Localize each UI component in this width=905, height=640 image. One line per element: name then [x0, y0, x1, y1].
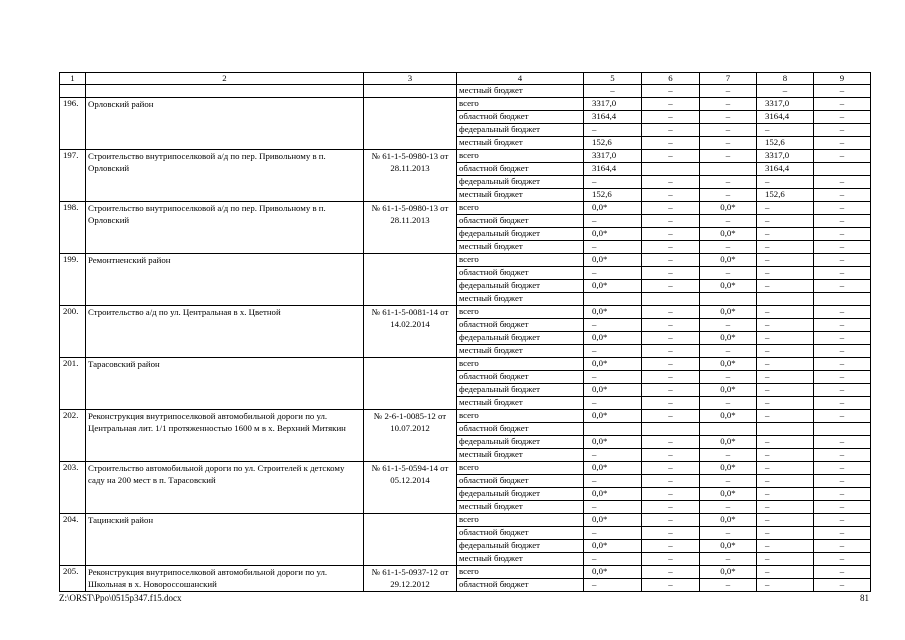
funding-source: областной бюджет [457, 475, 584, 488]
amount-cell: – [642, 319, 700, 332]
amount-cell: – [814, 215, 871, 228]
amount-cell: – [757, 254, 814, 267]
amount-cell: – [584, 124, 642, 137]
amount-cell: – [757, 501, 814, 514]
amount-cell: 0,0* [700, 540, 757, 553]
header-cell: 6 [642, 73, 700, 85]
amount-cell: – [700, 449, 757, 462]
object-name: Реконструкция внутрипоселковой автомобильной дороги по ул. Школьная в х. Новороссошанский [86, 566, 364, 592]
funding-source: областной бюджет [457, 371, 584, 384]
amount-cell: 0,0* [584, 384, 642, 397]
amount-cell: – [700, 319, 757, 332]
amount-cell: – [700, 475, 757, 488]
amount-cell [814, 423, 871, 436]
amount-cell [700, 293, 757, 306]
table-row [60, 462, 871, 475]
header-cell: 4 [457, 73, 584, 85]
funding-source: областной бюджет [457, 267, 584, 280]
table-row [60, 410, 871, 423]
amount-cell: – [700, 111, 757, 124]
amount-cell: 152,6 [584, 137, 642, 150]
amount-cell: – [642, 501, 700, 514]
amount-cell [642, 423, 700, 436]
amount-cell: – [814, 488, 871, 501]
funding-source: федеральный бюджет [457, 280, 584, 293]
amount-cell: – [700, 98, 757, 111]
header-cell: 2 [86, 73, 364, 85]
amount-cell: – [757, 449, 814, 462]
document-number: № 2-6-1-0085-12 от 10.07.2012 [364, 410, 457, 462]
amount-cell: – [642, 267, 700, 280]
header-cell: 8 [757, 73, 814, 85]
amount-cell: – [642, 384, 700, 397]
amount-cell [642, 163, 700, 176]
amount-cell: – [642, 514, 700, 527]
footer-page-number: 81 [860, 593, 869, 603]
funding-source: местный бюджет [457, 85, 584, 98]
amount-cell: – [814, 202, 871, 215]
amount-cell: – [757, 488, 814, 501]
amount-cell: 0,0* [584, 488, 642, 501]
amount-cell: – [757, 579, 814, 592]
amount-cell: – [757, 475, 814, 488]
object-name: Тарасовский район [86, 358, 364, 410]
funding-source: всего [457, 150, 584, 163]
amount-cell: 0,0* [700, 254, 757, 267]
amount-cell [584, 293, 642, 306]
row-number: 205. [60, 566, 86, 592]
document-number: № 61-1-5-0594-14 от 05.12.2014 [364, 462, 457, 514]
amount-cell: 0,0* [584, 358, 642, 371]
amount-cell: 0,0* [700, 514, 757, 527]
amount-cell: – [814, 358, 871, 371]
amount-cell: – [757, 436, 814, 449]
document-number [364, 514, 457, 566]
amount-cell: – [757, 397, 814, 410]
amount-cell: – [700, 215, 757, 228]
amount-cell: – [814, 449, 871, 462]
amount-cell: – [642, 306, 700, 319]
amount-cell: – [757, 124, 814, 137]
amount-cell: – [757, 332, 814, 345]
header-cell: 7 [700, 73, 757, 85]
row-number: 200. [60, 306, 86, 358]
amount-cell: – [700, 579, 757, 592]
funding-source: областной бюджет [457, 319, 584, 332]
amount-cell: 0,0* [584, 436, 642, 449]
amount-cell: – [757, 215, 814, 228]
amount-cell: – [584, 241, 642, 254]
budget-table [59, 72, 871, 592]
amount-cell: 0,0* [584, 540, 642, 553]
funding-source: всего [457, 462, 584, 475]
row-number: 197. [60, 150, 86, 202]
amount-cell [700, 163, 757, 176]
header-row [60, 73, 871, 85]
funding-source: федеральный бюджет [457, 488, 584, 501]
object-name: Строительство внутрипоселковой а/д по пер. Привольному в п. Орловский [86, 202, 364, 254]
amount-cell: – [757, 410, 814, 423]
amount-cell: – [814, 527, 871, 540]
amount-cell: – [700, 501, 757, 514]
amount-cell: – [642, 124, 700, 137]
amount-cell: 0,0* [584, 254, 642, 267]
document-number: № 61-1-5-0937-12 от 29.12.2012 [364, 566, 457, 592]
amount-cell: – [814, 397, 871, 410]
amount-cell: – [814, 280, 871, 293]
amount-cell: 0,0* [700, 202, 757, 215]
amount-cell: – [584, 345, 642, 358]
amount-cell: 3317,0 [757, 98, 814, 111]
amount-cell [700, 423, 757, 436]
document-number [364, 254, 457, 306]
amount-cell: – [642, 449, 700, 462]
amount-cell: – [757, 371, 814, 384]
amount-cell: – [814, 540, 871, 553]
amount-cell: – [814, 176, 871, 189]
object-name: Орловский район [86, 98, 364, 150]
amount-cell: 0,0* [584, 202, 642, 215]
amount-cell: – [584, 267, 642, 280]
funding-source: всего [457, 514, 584, 527]
amount-cell: – [814, 475, 871, 488]
table-row [60, 254, 871, 267]
amount-cell: – [700, 137, 757, 150]
amount-cell: – [642, 202, 700, 215]
amount-cell: – [700, 85, 757, 98]
amount-cell: – [814, 553, 871, 566]
document-number: № 61-1-5-0980-13 от 28.11.2013 [364, 202, 457, 254]
table-row [60, 306, 871, 319]
amount-cell: – [757, 267, 814, 280]
funding-source: местный бюджет [457, 293, 584, 306]
amount-cell: – [814, 410, 871, 423]
amount-cell: – [757, 527, 814, 540]
funding-source: областной бюджет [457, 111, 584, 124]
funding-source: федеральный бюджет [457, 384, 584, 397]
amount-cell: – [642, 397, 700, 410]
amount-cell: – [700, 176, 757, 189]
object-name: Тацинский район [86, 514, 364, 566]
amount-cell: – [642, 189, 700, 202]
amount-cell: 0,0* [700, 410, 757, 423]
amount-cell: – [814, 579, 871, 592]
amount-cell: – [584, 553, 642, 566]
amount-cell: – [814, 241, 871, 254]
table-row [60, 150, 871, 163]
amount-cell: – [814, 111, 871, 124]
amount-cell: 3164,4 [757, 111, 814, 124]
amount-cell: – [642, 488, 700, 501]
amount-cell: – [757, 384, 814, 397]
amount-cell: 3164,4 [757, 163, 814, 176]
amount-cell: – [584, 176, 642, 189]
funding-source: местный бюджет [457, 345, 584, 358]
row-number: 203. [60, 462, 86, 514]
amount-cell: – [814, 137, 871, 150]
amount-cell: – [814, 254, 871, 267]
amount-cell: – [814, 384, 871, 397]
amount-cell: – [757, 345, 814, 358]
amount-cell: – [757, 540, 814, 553]
amount-cell: – [642, 540, 700, 553]
amount-cell: – [642, 98, 700, 111]
amount-cell: – [814, 124, 871, 137]
funding-source: всего [457, 98, 584, 111]
amount-cell: 0,0* [700, 228, 757, 241]
amount-cell: – [642, 85, 700, 98]
amount-cell: – [642, 410, 700, 423]
amount-cell: – [814, 189, 871, 202]
amount-cell: – [642, 566, 700, 579]
footer-file-path: Z:\ORST\Ppo\0515p347.f15.docx [59, 593, 182, 603]
amount-cell: 0,0* [700, 306, 757, 319]
document-number: № 61-1-5-0081-14 от 14.02.2014 [364, 306, 457, 358]
amount-cell: – [642, 241, 700, 254]
amount-cell: – [700, 150, 757, 163]
table-row [60, 85, 871, 98]
amount-cell: – [814, 306, 871, 319]
amount-cell [642, 293, 700, 306]
amount-cell: – [642, 332, 700, 345]
funding-source: местный бюджет [457, 501, 584, 514]
funding-source: всего [457, 566, 584, 579]
amount-cell: – [584, 527, 642, 540]
amount-cell: – [642, 150, 700, 163]
amount-cell: – [584, 215, 642, 228]
funding-source: всего [457, 306, 584, 319]
amount-cell: 0,0* [584, 228, 642, 241]
amount-cell: – [757, 462, 814, 475]
amount-cell: – [757, 85, 814, 98]
funding-source: местный бюджет [457, 241, 584, 254]
amount-cell: – [642, 228, 700, 241]
funding-source: всего [457, 358, 584, 371]
amount-cell: – [584, 397, 642, 410]
amount-cell: 3317,0 [757, 150, 814, 163]
amount-cell: – [757, 228, 814, 241]
amount-cell: 0,0* [700, 332, 757, 345]
amount-cell: – [757, 176, 814, 189]
row-number: 198. [60, 202, 86, 254]
funding-source: местный бюджет [457, 137, 584, 150]
amount-cell: – [642, 527, 700, 540]
funding-source: федеральный бюджет [457, 228, 584, 241]
amount-cell: – [700, 371, 757, 384]
funding-source: всего [457, 254, 584, 267]
amount-cell: – [700, 241, 757, 254]
amount-cell: – [757, 241, 814, 254]
amount-cell: 0,0* [700, 462, 757, 475]
header-cell: 3 [364, 73, 457, 85]
object-name: Строительство внутрипоселковой а/д по пер. Привольному в п. Орловский [86, 150, 364, 202]
amount-cell: – [757, 514, 814, 527]
funding-source: всего [457, 202, 584, 215]
amount-cell: 0,0* [700, 384, 757, 397]
amount-cell: – [642, 111, 700, 124]
amount-cell: – [757, 553, 814, 566]
amount-cell: – [642, 475, 700, 488]
amount-cell: – [757, 358, 814, 371]
funding-source: местный бюджет [457, 553, 584, 566]
funding-source: федеральный бюджет [457, 124, 584, 137]
amount-cell: – [584, 319, 642, 332]
amount-cell: 3317,0 [584, 150, 642, 163]
amount-cell: – [584, 449, 642, 462]
amount-cell: – [642, 553, 700, 566]
amount-cell: 3164,4 [584, 111, 642, 124]
document-number [364, 358, 457, 410]
amount-cell: – [757, 566, 814, 579]
amount-cell: 152,6 [584, 189, 642, 202]
document-number [364, 98, 457, 150]
funding-source: всего [457, 410, 584, 423]
header-cell: 1 [60, 73, 86, 85]
amount-cell: – [814, 332, 871, 345]
amount-cell: – [814, 228, 871, 241]
funding-source: областной бюджет [457, 215, 584, 228]
amount-cell: – [584, 85, 642, 98]
amount-cell: 3317,0 [584, 98, 642, 111]
funding-source: федеральный бюджет [457, 540, 584, 553]
amount-cell: – [814, 462, 871, 475]
amount-cell: 0,0* [584, 514, 642, 527]
empty-cell [60, 85, 86, 98]
amount-cell: – [814, 566, 871, 579]
amount-cell [757, 293, 814, 306]
amount-cell: – [642, 345, 700, 358]
amount-cell: – [757, 202, 814, 215]
amount-cell: 0,0* [700, 280, 757, 293]
amount-cell: 152,6 [757, 189, 814, 202]
amount-cell: – [814, 514, 871, 527]
funding-source: областной бюджет [457, 579, 584, 592]
funding-source: федеральный бюджет [457, 176, 584, 189]
amount-cell: – [642, 176, 700, 189]
amount-cell: – [584, 475, 642, 488]
document-number: № 61-1-5-0980-13 от 28.11.2013 [364, 150, 457, 202]
object-name: Строительство а/д по ул. Центральная в х. Цветной [86, 306, 364, 358]
amount-cell: – [642, 215, 700, 228]
funding-source: местный бюджет [457, 449, 584, 462]
amount-cell: 3164,4 [584, 163, 642, 176]
amount-cell: 0,0* [700, 566, 757, 579]
row-number: 199. [60, 254, 86, 306]
empty-cell [86, 85, 364, 98]
funding-source: федеральный бюджет [457, 332, 584, 345]
amount-cell: – [814, 319, 871, 332]
table-row [60, 514, 871, 527]
amount-cell: 0,0* [584, 280, 642, 293]
table-row [60, 98, 871, 111]
amount-cell: – [700, 397, 757, 410]
amount-cell: – [584, 579, 642, 592]
amount-cell: – [814, 436, 871, 449]
funding-source: областной бюджет [457, 527, 584, 540]
amount-cell: – [757, 319, 814, 332]
amount-cell: 0,0* [584, 306, 642, 319]
header-cell: 9 [814, 73, 871, 85]
amount-cell: – [642, 254, 700, 267]
amount-cell: – [700, 345, 757, 358]
funding-source: местный бюджет [457, 189, 584, 202]
amount-cell: 0,0* [584, 566, 642, 579]
amount-cell: – [700, 189, 757, 202]
table-row [60, 358, 871, 371]
amount-cell: – [584, 501, 642, 514]
header-cell: 5 [584, 73, 642, 85]
amount-cell [584, 423, 642, 436]
amount-cell: – [757, 280, 814, 293]
funding-source: областной бюджет [457, 163, 584, 176]
funding-source: федеральный бюджет [457, 436, 584, 449]
amount-cell: 0,0* [700, 488, 757, 501]
table-row [60, 202, 871, 215]
amount-cell [814, 293, 871, 306]
amount-cell: – [700, 527, 757, 540]
row-number: 204. [60, 514, 86, 566]
amount-cell: – [642, 462, 700, 475]
row-number: 202. [60, 410, 86, 462]
amount-cell: – [814, 345, 871, 358]
amount-cell: – [584, 371, 642, 384]
row-number: 196. [60, 98, 86, 150]
amount-cell: – [642, 358, 700, 371]
amount-cell: – [814, 98, 871, 111]
object-name: Ремонтненский район [86, 254, 364, 306]
amount-cell: – [814, 501, 871, 514]
amount-cell: 0,0* [584, 332, 642, 345]
funding-source: местный бюджет [457, 397, 584, 410]
amount-cell: 0,0* [700, 358, 757, 371]
amount-cell: 0,0* [584, 410, 642, 423]
amount-cell: – [814, 267, 871, 280]
amount-cell: 0,0* [584, 462, 642, 475]
amount-cell: – [642, 436, 700, 449]
row-number: 201. [60, 358, 86, 410]
amount-cell [814, 163, 871, 176]
object-name: Строительство автомобильной дороги по ул. Строителей к детскому саду на 200 мест в п. Тарасовский [86, 462, 364, 514]
amount-cell: – [642, 579, 700, 592]
empty-cell [364, 85, 457, 98]
amount-cell: – [700, 124, 757, 137]
amount-cell: – [700, 267, 757, 280]
amount-cell: – [700, 553, 757, 566]
amount-cell: 152,6 [757, 137, 814, 150]
amount-cell: – [814, 150, 871, 163]
amount-cell: 0,0* [700, 436, 757, 449]
amount-cell: – [642, 280, 700, 293]
amount-cell: – [814, 371, 871, 384]
amount-cell [757, 423, 814, 436]
amount-cell: – [757, 306, 814, 319]
amount-cell: – [642, 371, 700, 384]
amount-cell: – [814, 85, 871, 98]
table-row [60, 566, 871, 579]
object-name: Реконструкция внутрипоселковой автомобильной дороги по ул. Центральная лит. 1/1 протяженностью 1600 м в х. Верхний Митякин [86, 410, 364, 462]
amount-cell: – [642, 137, 700, 150]
funding-source: областной бюджет [457, 423, 584, 436]
